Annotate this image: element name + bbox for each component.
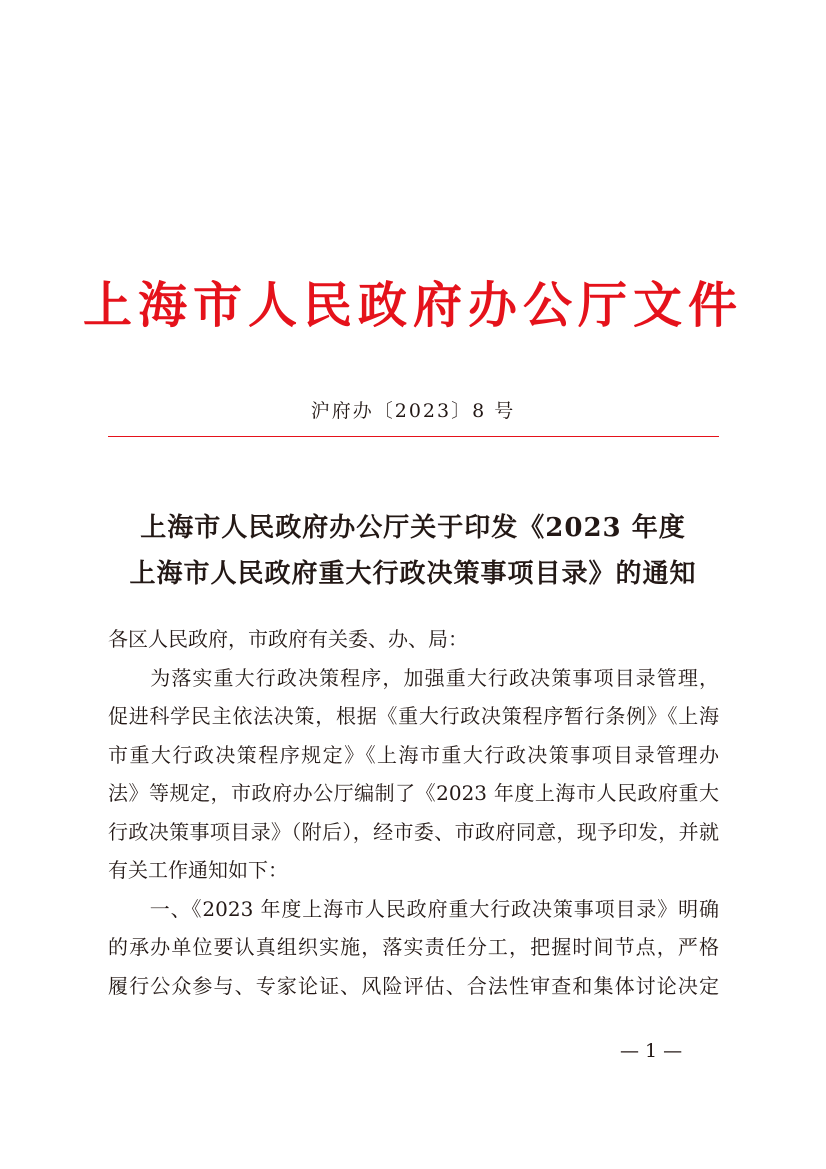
page-number: — 1 — [620, 1040, 683, 1062]
notice-title [100, 505, 726, 597]
body-line: 履行公众参与、专家论证、风险评估、合法性审查和集体讨论决定 [108, 973, 719, 998]
body-line: 市重大行政决策程序规定》《上海市重大行政决策事项目录管理办 [108, 742, 719, 767]
document-number: 沪府办〔2023〕8 号 [310, 400, 516, 422]
notice-body [108, 620, 719, 1005]
body-line: 一、《2023 年度上海市人民政府重大行政决策事项目录》明确 [108, 896, 719, 921]
title-line-1: 上海市人民政府办公厅关于印发《2023 年度 [140, 513, 686, 543]
red-separator-line [108, 436, 719, 437]
body-line: 有关工作通知如下： [108, 858, 288, 882]
body-line: 的承办单位要认真组织实施，落实责任分工，把握时间节点，严格 [108, 935, 719, 959]
body-line: 法》等规定，市政府办公厅编制了《2023 年度上海市人民政府重大 [108, 781, 719, 805]
body-line: 行政决策事项目录》（附后），经市委、市政府同意，现予印发，并就 [108, 819, 719, 844]
body-line: 促进科学民主依法决策，根据《重大行政决策程序暂行条例》《上海 [108, 704, 719, 728]
salutation-line: 各区人民政府，市政府有关委、办、局： [108, 627, 468, 651]
title-line-2: 上海市人民政府重大行政决策事项目录》的通知 [129, 559, 697, 589]
masthead-title: 上海市人民政府办公厅文件 [82, 276, 743, 334]
body-line: 为落实重大行政决策程序，加强重大行政决策事项目录管理， [108, 665, 719, 690]
